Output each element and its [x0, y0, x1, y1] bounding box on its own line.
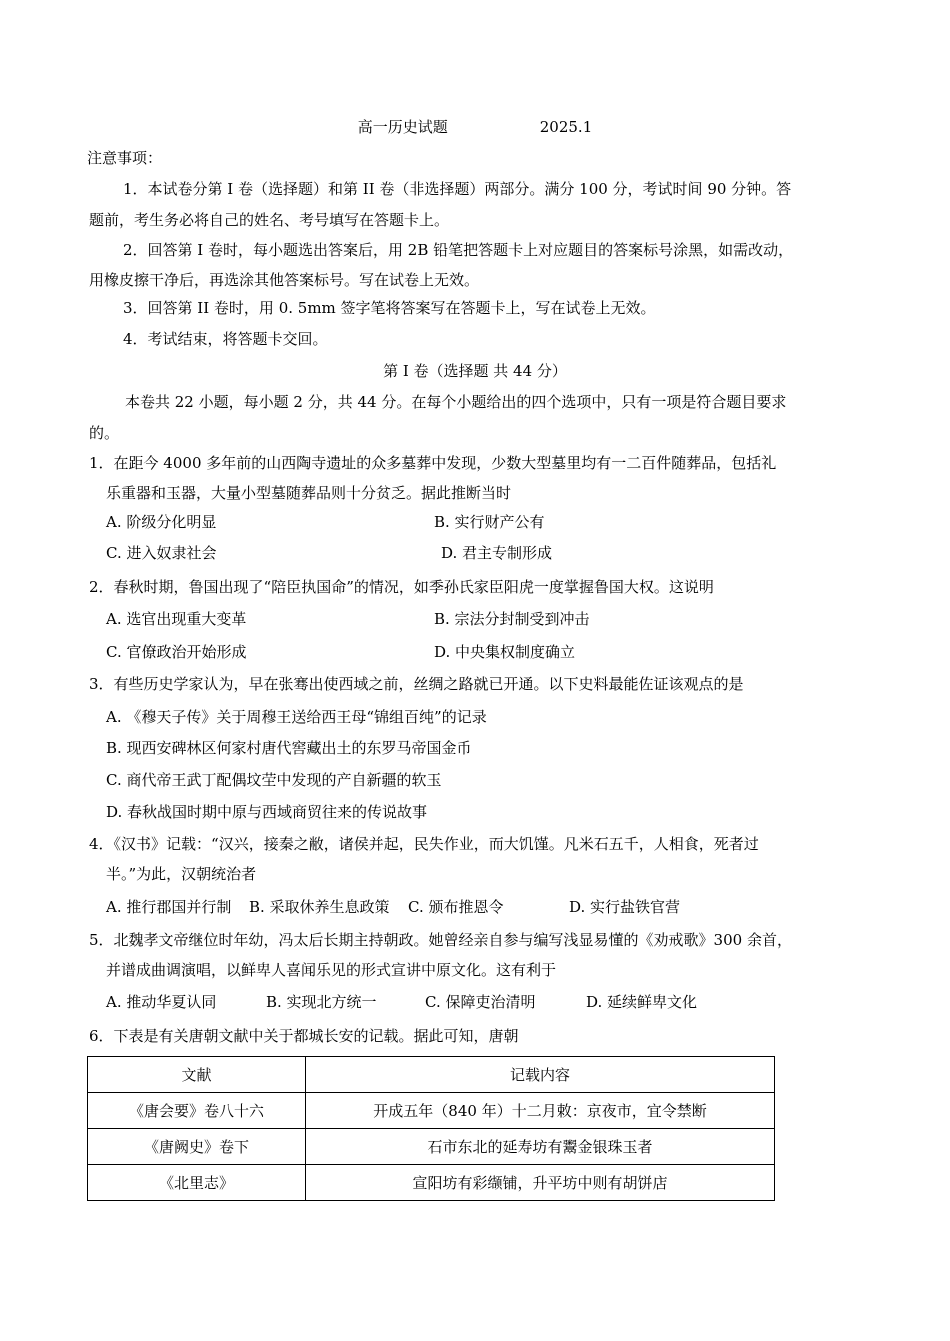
question-6-stem: 6．下表是有关唐朝文献中关于都城长安的记载。据此可知，唐朝 — [89, 1027, 519, 1045]
question-4-option-b: B. 采取休养生息政策 — [249, 898, 390, 916]
question-4-stem-cont: 半。”为此，汉朝统治者 — [106, 865, 257, 883]
table-cell-content: 石市东北的延寿坊有鬻金银珠玉者 — [306, 1129, 775, 1165]
question-1-stem: 1．在距今 4000 多年前的山西陶寺遗址的众多墓葬中发现，少数大型墓里均有一二百件随葬品，包括礼 — [89, 454, 777, 472]
question-5-option-c: C. 保障吏治清明 — [425, 993, 536, 1011]
question-2-option-b: B. 宗法分封制受到冲击 — [434, 610, 590, 628]
section-intro-line2: 的。 — [89, 424, 120, 442]
notice-item-2-line1: 2．回答第 I 卷时，每小题选出答案后，用 2B 铅笔把答题卡上对应题目的答案标号涂黑，如需改动， — [123, 241, 794, 259]
table-cell-source: 《唐会要》卷八十六 — [88, 1093, 306, 1129]
question-3-option-b: B. 现西安碑林区何家村唐代窖藏出土的东罗马帝国金币 — [106, 739, 472, 757]
question-1-stem-cont: 乐重器和玉器，大量小型墓随葬品则十分贫乏。据此推断当时 — [106, 484, 512, 502]
question-2-stem: 2．春秋时期，鲁国出现了“陪臣执国命”的情况，如季孙氏家臣阳虎一度掌握鲁国大权。这说明 — [89, 578, 714, 596]
table-cell-content: 宣阳坊有彩缬铺，升平坊中则有胡饼店 — [306, 1165, 775, 1201]
question-2-option-d: D. 中央集权制度确立 — [434, 643, 576, 661]
question-1-option-a: A. 阶级分化明显 — [106, 513, 217, 531]
table-header-row — [88, 1057, 775, 1093]
table-cell-source: 《唐阙史》卷下 — [88, 1129, 306, 1165]
question-3-stem: 3．有些历史学家认为，早在张骞出使西域之前，丝绸之路就已开通。以下史料最能佐证该观点的是 — [89, 675, 744, 693]
exam-date: 2025.1 — [539, 118, 593, 136]
notice-item-4: 4．考试结束，将答题卡交回。 — [123, 330, 328, 348]
question-2-option-c: C. 官僚政治开始形成 — [106, 643, 247, 661]
question-4-option-a: A. 推行郡国并行制 — [106, 898, 232, 916]
question-1-option-b: B. 实行财产公有 — [434, 513, 545, 531]
question-1-option-c: C. 进入奴隶社会 — [106, 544, 217, 562]
question-5-option-b: B. 实现北方统一 — [266, 993, 377, 1011]
notice-item-2-line2: 用橡皮擦干净后，再选涂其他答案标号。写在试卷上无效。 — [89, 271, 480, 289]
notice-item-3: 3．回答第 II 卷时，用 0. 5mm 签字笔将答案写在答题卡上，写在试卷上无效。 — [123, 299, 656, 317]
question-3-option-c: C. 商代帝王武丁配偶坟茔中发现的产自新疆的软玉 — [106, 771, 442, 789]
notice-item-1-line2: 题前，考生务必将自己的姓名、考号填写在答题卡上。 — [89, 211, 450, 229]
table-header-content: 记载内容 — [306, 1057, 775, 1093]
question-5-option-a: A. 推动华夏认同 — [106, 993, 217, 1011]
section-intro-line1: 本卷共 22 小题，每小题 2 分，共 44 分。在每个小题给出的四个选项中，只有一项是符合题目要求 — [125, 393, 787, 411]
question-3-option-a: A. 《穆天子传》关于周穆王送给西王母“锦组百纯”的记录 — [106, 708, 487, 726]
question-4-option-d: D. 实行盐铁官营 — [569, 898, 681, 916]
title-text: 高一历史试题 — [357, 118, 448, 136]
table-row — [88, 1165, 775, 1201]
records-table — [87, 1056, 775, 1201]
question-5-stem: 5．北魏孝文帝继位时年幼，冯太后长期主持朝政。她曾经亲自参与编写浅显易懂的《劝戒歌》300 余首， — [89, 931, 792, 949]
table-cell-content: 开成五年（840 年）十二月敕：京夜市，宜令禁断 — [306, 1093, 775, 1129]
question-4-stem: 4．《汉书》记载：“汉兴，接秦之敝，诸侯并起，民失作业，而大饥馑。凡米石五千，人相食，死者过 — [89, 835, 759, 853]
exam-title — [0, 117, 950, 137]
notice-item-1-line1: 1．本试卷分第 I 卷（选择题）和第 II 卷（非选择题）两部分。满分 100 分，考试时间 90 分钟。答 — [123, 180, 792, 198]
question-2-option-a: A. 选官出现重大变革 — [106, 610, 247, 628]
table-row — [88, 1129, 775, 1165]
table-cell-source: 《北里志》 — [88, 1165, 306, 1201]
question-5-option-d: D. 延续鲜卑文化 — [586, 993, 698, 1011]
table-row — [88, 1093, 775, 1129]
question-3-option-d: D. 春秋战国时期中原与西域商贸往来的传说故事 — [106, 803, 428, 821]
notice-heading: 注意事项： — [87, 149, 163, 167]
table-header-source: 文献 — [88, 1057, 306, 1093]
question-5-stem-cont: 并谱成曲调演唱，以鲜卑人喜闻乐见的形式宣讲中原文化。这有利于 — [106, 961, 557, 979]
section-title: 第 I 卷（选择题 共 44 分） — [383, 362, 567, 380]
question-1-option-d: D. 君主专制形成 — [441, 544, 553, 562]
question-4-option-c: C. 颁布推恩令 — [408, 898, 504, 916]
